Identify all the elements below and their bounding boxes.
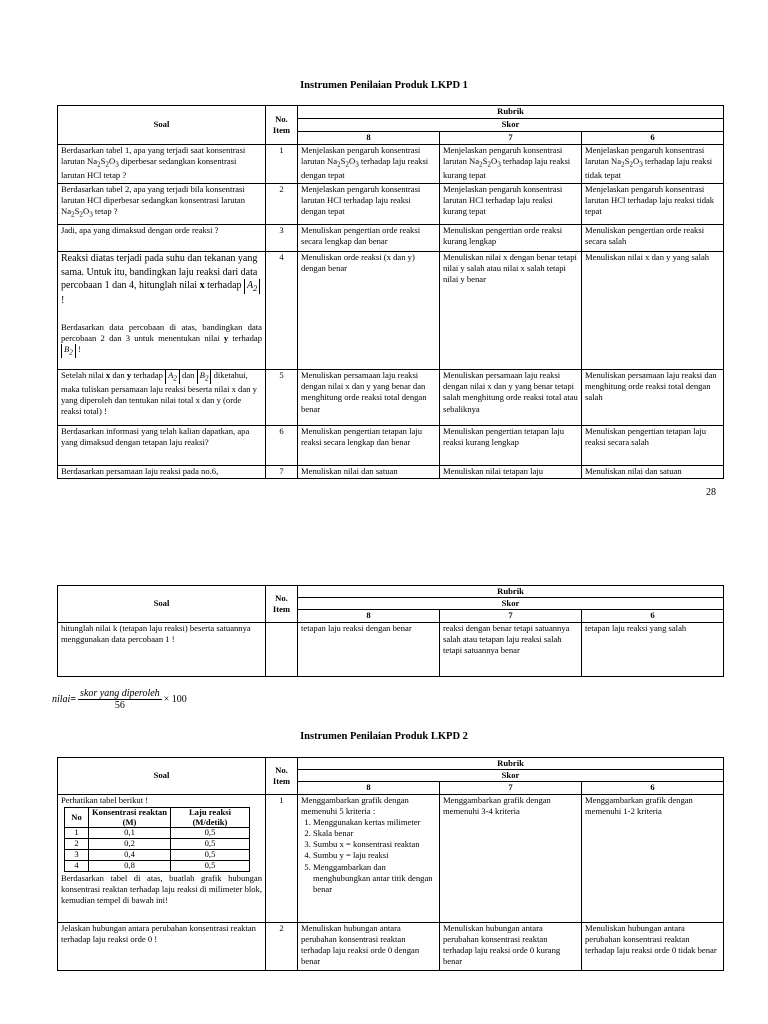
soal-cell: Jelaskan hubungan antara perubahan konsentrasi reaktan terhadap laju reaksi orde 0 ! — [58, 922, 266, 970]
header-skor: Skor — [298, 119, 724, 132]
header-rubrik: Rubrik — [298, 586, 724, 598]
skor-8-cell: Menuliskan pengertian tetapan laju reaksi secara lengkap dan benar — [298, 426, 440, 466]
soal-cell: Berdasarkan tabel 1, apa yang terjadi saat konsentrasi larutan $Na_2S_2O_3$ diperbesar sedangkan konsentrasi larutan HCl tetap ? — [58, 145, 266, 184]
page-title-lkpd1: Instrumen Penilaian Produk LKPD 1 — [300, 80, 468, 91]
skor-8-cell: Menuliskan persamaan laju reaksi dengan nilai x dan y yang benar dan menghitung orde reaksi total dengan benar — [298, 370, 440, 426]
header-skor-6: 6 — [582, 610, 724, 622]
table-row — [58, 426, 724, 466]
inner-row: 2 0,2 0,5 — [65, 839, 250, 850]
rubric-table-lkpd1-continued — [57, 585, 724, 677]
score-formula: nilai= $\frac{\text{skor yang diperoleh}}{56}$ × 100 — [52, 688, 187, 711]
header-skor-8: 8 — [298, 610, 440, 622]
table-row — [58, 252, 724, 370]
page-number: 28 — [706, 487, 716, 498]
skor-7-cell: Menuliskan persamaan laju reaksi dengan nilai x dan y yang benar tetapi salah menghitung orde reaksi total atau sebaliknya — [440, 370, 582, 426]
item-number: 1 — [266, 145, 298, 184]
criteria-item: 3. Sumbu x = konsentrasi reaktan — [313, 839, 436, 850]
skor-8-cell — [298, 794, 440, 922]
table-row — [58, 794, 724, 922]
box-a: $A_2$ — [165, 370, 180, 384]
skor-8-cell: Menjelaskan pengaruh konsentrasi larutan $Na_2S_2O_3$ terhadap laju reaksi dengan tepat — [298, 145, 440, 184]
skor-6-cell: Menuliskan pengertian tetapan laju reaksi secara salah — [582, 426, 724, 466]
criteria-item: 1. Menggunakan kertas milimeter — [313, 817, 436, 828]
soal-cell: Berdasarkan persamaan laju reaksi pada no.6, — [58, 466, 266, 479]
soal-instruction: Berdasarkan tabel di atas, buatlah grafik hubungan konsentrasi reaktan terhadap laju reaksi di milimeter blok, kemudian tempel di bawah ini! — [61, 872, 262, 906]
skor-7-cell: Menggambarkan grafik dengan memenuhi 3-4 kriteria — [440, 794, 582, 922]
inner-header-no: No — [65, 807, 89, 828]
box-b: $B_2$ — [197, 370, 212, 384]
header-no-item: No. Item — [266, 758, 298, 795]
item-number: 4 — [266, 252, 298, 370]
skor-6-cell: Menjelaskan pengaruh konsentrasi larutan $Na_2S_2O_3$ terhadap laju reaksi tidak tepat — [582, 145, 724, 184]
box-b: $B_2$ — [61, 344, 76, 358]
header-skor-8: 8 — [298, 782, 440, 794]
skor-7-cell: Menuliskan nilai x dengan benar tetapi nilai y salah atau nilai x salah tetapi nilai y benar — [440, 252, 582, 370]
skor-7-cell: Menjelaskan pengaruh konsentrasi larutan $Na_2S_2O_3$ terhadap laju reaksi kurang tepat — [440, 145, 582, 184]
header-skor-8: 8 — [298, 132, 440, 145]
table-row — [58, 922, 724, 970]
header-rubrik: Rubrik — [298, 106, 724, 119]
table-row — [58, 225, 724, 252]
item-number: 3 — [266, 225, 298, 252]
table-row — [58, 622, 724, 676]
skor-8-cell: tetapan laju reaksi dengan benar — [298, 622, 440, 676]
soal-paragraph-1: Reaksi diatas terjadi pada suhu dan tekanan yang sama. Untuk itu, bandingkan laju reaksi dari data percobaan 1 dan 4, hitunglah nilai x terhadap $A_2$ ! — [61, 252, 262, 308]
item-number: 2 — [266, 184, 298, 225]
criteria-item: 2. Skala benar — [313, 828, 436, 839]
inner-header-laju: Laju reaksi (M/detik) — [171, 807, 250, 828]
inner-row: 4 0,8 0,5 — [65, 861, 250, 872]
skor-7-cell: reaksi dengan benar tetapi satuannya salah atau tetapan laju reaksi salah tetapi satuannya benar — [440, 622, 582, 676]
criteria-intro: Menggambarkan grafik dengan memenuhi 5 kriteria : — [301, 794, 409, 816]
skor-6-cell: Menggambarkan grafik dengan memenuhi 1-2 kriteria — [582, 794, 724, 922]
page-title-lkpd2: Instrumen Penilaian Produk LKPD 2 — [300, 731, 468, 742]
header-soal: Soal — [58, 106, 266, 145]
table-row — [58, 145, 724, 184]
skor-7-cell: Menuliskan nilai tetapan laju — [440, 466, 582, 479]
skor-6-cell: Menuliskan nilai dan satuan — [582, 466, 724, 479]
inner-row: 3 0,4 0,5 — [65, 850, 250, 861]
soal-cell: Berdasarkan tabel 2, apa yang terjadi bila konsentrasi larutan HCl diperbesar sedangkan konsentrasi larutan $Na_2S_2O_3$ tetap ? — [58, 184, 266, 225]
soal-paragraph-2: Berdasarkan data percobaan di atas, bandingkan data percobaan 2 dan 3 untuk menentukan nilai y terhadap $B_2$ ! — [61, 321, 262, 357]
item-number: 7 — [266, 466, 298, 479]
skor-6-cell: Menuliskan persamaan laju reaksi dan menghitung orde reaksi total dengan salah — [582, 370, 724, 426]
header-skor-7: 7 — [440, 782, 582, 794]
inner-header-konsentrasi: Konsentrasi reaktan (M) — [89, 807, 171, 828]
header-soal: Soal — [58, 758, 266, 795]
header-skor-6: 6 — [582, 782, 724, 794]
soal-cell — [58, 252, 266, 370]
skor-8-cell: Menuliskan hubungan antara perubahan konsentrasi reaktan terhadap laju reaksi orde 0 dengan benar — [298, 922, 440, 970]
skor-6-cell: tetapan laju reaksi yang salah — [582, 622, 724, 676]
criteria-list — [301, 817, 436, 895]
header-no-item: No. Item — [266, 586, 298, 623]
item-number: 6 — [266, 426, 298, 466]
inner-row: 1 0,1 0,5 — [65, 828, 250, 839]
skor-7-cell: Menuliskan pengertian tetapan laju reaksi kurang lengkap — [440, 426, 582, 466]
table-row — [58, 184, 724, 225]
item-number: 1 — [266, 794, 298, 922]
skor-6-cell: Menjelaskan pengaruh konsentrasi larutan HCl terhadap laju reaksi tidak tepat — [582, 184, 724, 225]
soal-intro: Perhatikan tabel berikut ! — [61, 794, 149, 805]
item-number: 2 — [266, 922, 298, 970]
skor-6-cell: Menuliskan nilai x dan y yang salah — [582, 252, 724, 370]
header-rubrik: Rubrik — [298, 758, 724, 770]
criteria-item: 4. Sumbu y = laju reaksi — [313, 850, 436, 861]
header-skor-7: 7 — [440, 610, 582, 622]
soal-cell: hitunglah nilai k (tetapan laju reaksi) beserta satuannya menggunakan data percobaan 1 ! — [58, 622, 266, 676]
soal-cell: Jadi, apa yang dimaksud dengan orde reaksi ? — [58, 225, 266, 252]
header-skor: Skor — [298, 598, 724, 610]
header-skor-7: 7 — [440, 132, 582, 145]
skor-8-cell: Menjelaskan pengaruh konsentrasi larutan HCl terhadap laju reaksi dengan tepat — [298, 184, 440, 225]
soal-cell: Setelah nilai x dan y terhadap $A_2$ dan $B_2$ diketahui, maka tuliskan persamaan laju reaksi beserta nilai x dan y yang diperoleh dan tentukan nilai total x dan y (orde reaksi total) ! — [58, 370, 266, 426]
header-soal: Soal — [58, 586, 266, 623]
concentration-rate-table — [64, 807, 250, 872]
rubric-table-lkpd1 — [57, 105, 724, 479]
table-row — [58, 370, 724, 426]
skor-8-cell: Menuliskan pengertian orde reaksi secara lengkap dan benar — [298, 225, 440, 252]
skor-8-cell: Menuliskan orde reaksi (x dan y) dengan benar — [298, 252, 440, 370]
soal-cell — [58, 794, 266, 922]
skor-6-cell: Menuliskan hubungan antara perubahan konsentrasi reaktan terhadap laju reaksi orde 0 tidak benar — [582, 922, 724, 970]
soal-cell: Berdasarkan informasi yang telah kalian dapatkan, apa yang dimaksud dengan tetapan laju reaksi? — [58, 426, 266, 466]
skor-7-cell: Menuliskan hubungan antara perubahan konsentrasi reaktan terhadap laju reaksi orde 0 kurang benar — [440, 922, 582, 970]
skor-8-cell: Menuliskan nilai dan satuan — [298, 466, 440, 479]
header-skor: Skor — [298, 770, 724, 782]
item-number: 5 — [266, 370, 298, 426]
skor-7-cell: Menjelaskan pengaruh konsentrasi larutan HCl terhadap laju reaksi kurang tepat — [440, 184, 582, 225]
header-no-item: No. Item — [266, 106, 298, 145]
item-number — [266, 622, 298, 676]
criteria-item: 5. Menggambarkan dan menghubungkan antar titik dengan benar — [313, 862, 436, 896]
header-skor-6: 6 — [582, 132, 724, 145]
table-row — [58, 466, 724, 479]
rubric-table-lkpd2 — [57, 757, 724, 971]
skor-6-cell: Menuliskan pengertian orde reaksi secara salah — [582, 225, 724, 252]
formula-fraction: $\frac{\text{skor yang diperoleh}}{56}$ — [80, 688, 160, 711]
skor-7-cell: Menuliskan pengertian orde reaksi kurang lengkap — [440, 225, 582, 252]
box-a: $A_2$ — [244, 279, 260, 294]
